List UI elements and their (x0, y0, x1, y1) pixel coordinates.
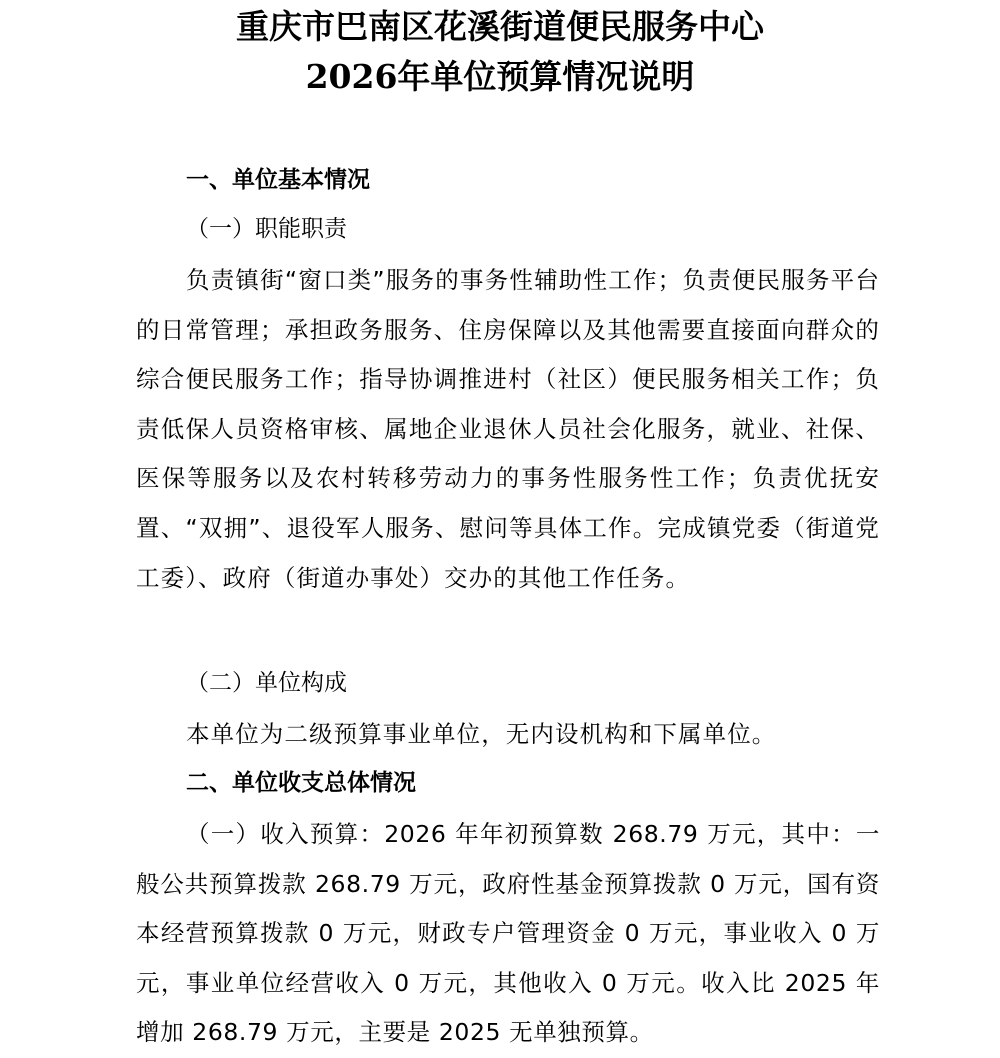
document-title-line2: 2026年单位预算情况说明 (305, 57, 695, 96)
section1-sub2-heading: （二）单位构成 (186, 670, 347, 696)
section2-sub1-paragraph: （一）收入预算：2026 年年初预算数 268.79 万元，其中：一般公共预算拨款 268.79 万元，政府性基金预算拨款 0 万元，国有资本经营预算拨款 0 万元，财政专户管理资金 0 万元，事业收入 0 万元，事业单位经营收入 0 万元，其他收入 0 万元。收入比 2025 年增加 268.79 万元，主要是 2025 无单独预算。 (136, 820, 880, 1047)
section2-heading: 二、单位收支总体情况 (186, 770, 416, 796)
document-title-line1: 重庆市巴南区花溪街道便民服务中心 (236, 7, 764, 46)
section1-sub1-heading: （一）职能职责 (186, 216, 347, 242)
section1-sub1-paragraph: 负责镇街“窗口类”服务的事务性辅助性工作；负责便民服务平台的日常管理；承担政务服务、住房保障以及其他需要直接面向群众的综合便民服务工作；指导协调推进村（社区）便民服务相关工作；负责低保人员资格审核、属地企业退休人员社会化服务，就业、社保、医保等服务以及农村转移劳动力的事务性服务性工作；负责优抚安置、“双拥”、退役军人服务、慰问等具体工作。完成镇党委（街道党工委）、政府（街道办事处）交办的其他工作任务。 (136, 266, 880, 592)
section1-sub2-paragraph: 本单位为二级预算事业单位，无内设机构和下属单位。 (186, 720, 777, 748)
section1-heading: 一、单位基本情况 (186, 167, 370, 193)
